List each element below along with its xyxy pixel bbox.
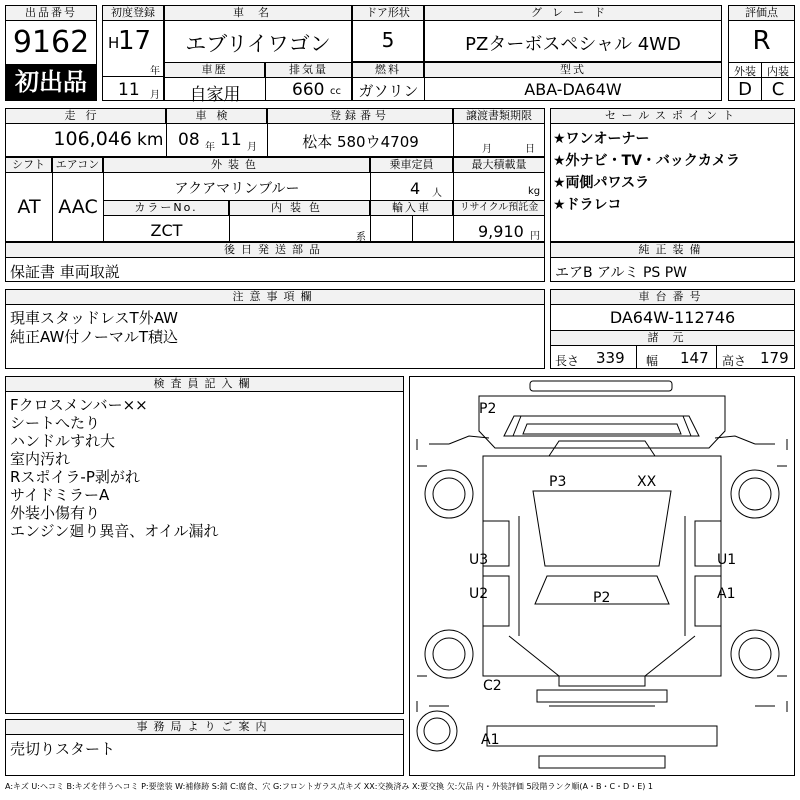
first-listing-badge: 初出品 xyxy=(6,64,96,100)
svg-text:U3: U3 xyxy=(469,552,489,568)
mileage-unit: km xyxy=(137,130,164,150)
height: 179 xyxy=(760,349,789,367)
displacement-unit: cc xyxy=(330,86,341,97)
width-label: 幅 xyxy=(646,354,659,368)
ext-color: アクアマリンブルー xyxy=(174,181,300,197)
exterior-header: 外装 xyxy=(734,65,756,78)
displacement: 660 xyxy=(292,80,325,100)
history: 自家用 xyxy=(189,85,241,105)
svg-text:P2: P2 xyxy=(479,401,497,417)
sales-points-header: セールスポイント xyxy=(551,109,794,124)
history-header: 車歴 xyxy=(165,63,265,78)
transfer-month-unit: 月 xyxy=(482,144,492,155)
divider xyxy=(716,346,717,369)
inspection-year: 08 xyxy=(178,130,200,150)
recycle-fee: 9,910 xyxy=(478,222,524,241)
color-no-header: カラーNo. xyxy=(104,201,229,216)
list-item: ハンドルすれ大 xyxy=(10,432,116,450)
interior-grade: C xyxy=(771,79,785,100)
svg-text:U1: U1 xyxy=(717,552,737,568)
inspection-month: 11 xyxy=(220,130,242,150)
svg-text:XX: XX xyxy=(637,474,657,490)
divider xyxy=(412,215,413,242)
list-item: Fクロスメンバー×× xyxy=(10,396,148,414)
model-header: 型式 xyxy=(425,63,721,78)
parts-text: 保証書 車両取説 xyxy=(10,263,120,281)
width: 147 xyxy=(680,349,709,367)
divider xyxy=(636,346,637,369)
year-unit: 年 xyxy=(150,66,160,77)
office-header: 事務局よりご案内 xyxy=(6,720,403,735)
transfer-header: 譲渡書類期限 xyxy=(454,109,544,124)
length-label: 長さ xyxy=(555,354,580,368)
svg-text:A1: A1 xyxy=(717,586,736,602)
aircon-header: エアコン xyxy=(53,158,103,173)
era: H xyxy=(108,34,120,52)
month-unit: 月 xyxy=(150,90,160,101)
inspector-header: 検査員記入欄 xyxy=(6,377,403,392)
dimensions-header: 諸元 xyxy=(551,331,794,346)
reg-no-header: 登録番号 xyxy=(268,109,453,124)
capacity-header: 乗車定員 xyxy=(371,158,453,173)
max-load-unit: kg xyxy=(528,186,541,197)
list-item: シートへたり xyxy=(10,414,101,432)
exterior-grade: D xyxy=(738,79,752,100)
list-item: Rスポイラ-P剥がれ xyxy=(10,468,140,486)
aircon: AAC xyxy=(58,196,98,218)
reg-number: 松本 580ウ4709 xyxy=(302,133,419,151)
shift: AT xyxy=(17,196,41,218)
list-item: 現車スタッドレスT外AW xyxy=(10,309,178,327)
inspection-header: 車検 xyxy=(167,109,267,124)
list-item: ★外ナビ・TV・バックカメラ xyxy=(553,153,740,169)
parts-header: 後日発送部品 xyxy=(6,243,544,258)
capacity: 4 xyxy=(410,179,421,198)
inspector-list xyxy=(10,396,400,540)
int-color-suffix: 系 xyxy=(356,232,366,243)
list-item: エンジン廻り異音、オイル漏れ xyxy=(10,522,219,540)
svg-text:P3: P3 xyxy=(549,474,567,490)
divider xyxy=(453,108,454,157)
car-name: エブリイワゴン xyxy=(185,32,331,56)
color-no: ZCT xyxy=(150,221,183,240)
divider xyxy=(102,76,164,77)
lot-number-header: 出品番号 xyxy=(6,6,96,21)
interior-header: 内装 xyxy=(767,65,789,78)
chassis-header: 車台番号 xyxy=(551,290,794,305)
sales-points-list xyxy=(553,128,793,216)
fuel: ガソリン xyxy=(358,82,419,100)
divider xyxy=(265,62,266,101)
notes-header: 注意事項欄 xyxy=(6,290,544,305)
lot-number: 9162 xyxy=(12,25,90,60)
grade-header: グレード xyxy=(425,6,721,21)
list-item: ★両側パワスラ xyxy=(553,175,650,191)
mileage-header: 走行 xyxy=(6,109,166,124)
chassis-no: DA64W-112746 xyxy=(609,308,736,327)
car-diagram xyxy=(409,376,795,776)
score-header: 評価点 xyxy=(729,6,794,21)
first-reg-year: 17 xyxy=(118,26,152,56)
divider xyxy=(166,108,167,157)
recycle-header: リサイクル預託金 xyxy=(454,201,544,216)
mileage: 106,046 xyxy=(53,128,132,150)
first-reg-month: 11 xyxy=(118,80,140,100)
displacement-header: 排気量 xyxy=(266,63,352,78)
length: 339 xyxy=(596,349,625,367)
int-color-header: 内装色 xyxy=(230,201,370,216)
svg-text:A1: A1 xyxy=(481,732,500,748)
divider xyxy=(370,157,371,200)
list-item: ★ワンオーナー xyxy=(553,131,650,147)
model-code: ABA-DA64W xyxy=(524,80,622,99)
equipment-text: エアB アルミ PS PW xyxy=(555,265,688,281)
divider xyxy=(728,77,795,78)
svg-text:U2: U2 xyxy=(469,586,489,602)
capacity-unit: 人 xyxy=(432,188,442,199)
max-load-header: 最大積載量 xyxy=(454,158,544,173)
equipment-header: 純正装備 xyxy=(551,243,794,258)
svg-text:P2: P2 xyxy=(593,590,611,606)
list-item: ★ドラレコ xyxy=(553,197,622,213)
inspection-year-unit: 年 xyxy=(205,142,215,153)
ext-color-header: 外装色 xyxy=(104,158,370,173)
notes-list xyxy=(10,309,540,347)
list-item: 室内汚れ xyxy=(10,450,71,468)
grade: PZターボスペシャル 4WD xyxy=(465,34,681,55)
fuel-header: 燃料 xyxy=(353,63,424,78)
first-reg-header: 初度登録 xyxy=(103,6,163,21)
car-name-header: 車名 xyxy=(165,6,351,21)
office-text: 売切りスタート xyxy=(10,740,116,758)
shift-header: シフト xyxy=(6,158,52,173)
import-header: 輸入車 xyxy=(371,201,453,216)
legend: A:キズ U:ヘコミ B:キズを伴うヘコミ P:要塗装 W:補修跡 S:錆 C:腐食、穴 G:フロントガラス点キズ XX:交換済み X:要交換 欠:欠品 内・外装評価 5段階ランク順(A・B・C・D・E) 1 xyxy=(5,782,654,791)
list-item: 純正AW付ノーマルT積込 xyxy=(10,328,178,346)
doors: 5 xyxy=(381,28,395,52)
inspection-month-unit: 月 xyxy=(247,142,257,153)
score: R xyxy=(752,26,771,56)
height-label: 高さ xyxy=(722,354,747,368)
divider xyxy=(370,200,371,242)
door-header: ドア形状 xyxy=(353,6,423,21)
divider xyxy=(229,200,230,242)
recycle-unit: 円 xyxy=(530,231,540,242)
list-item: サイドミラーA xyxy=(10,486,110,504)
list-item: 外装小傷有り xyxy=(10,504,101,522)
transfer-day-unit: 日 xyxy=(525,144,535,155)
svg-text:C2: C2 xyxy=(483,678,502,694)
